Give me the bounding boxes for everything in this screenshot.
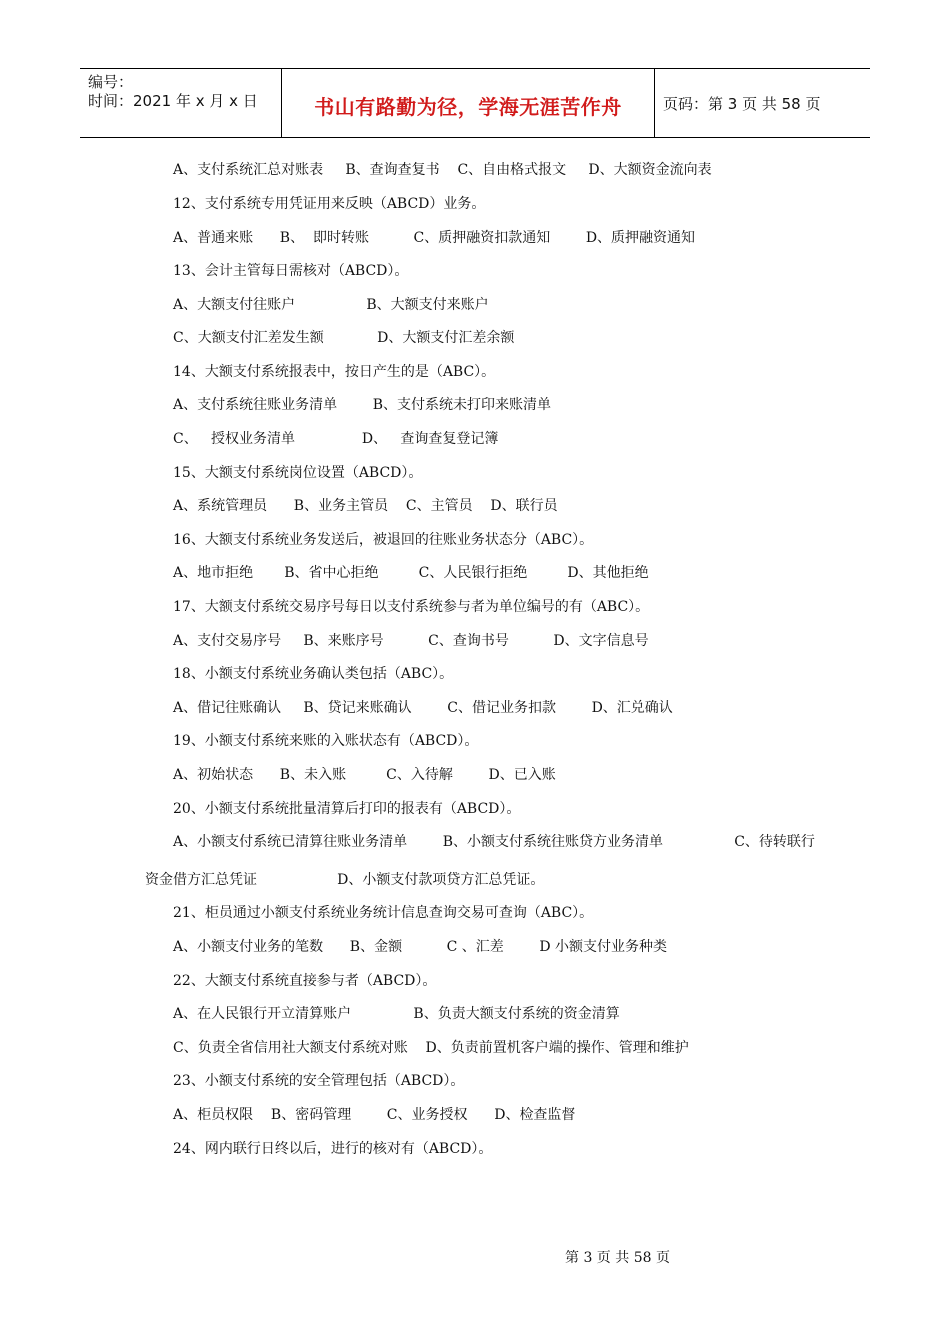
text-line: C、大额支付汇差发生额 D、大额支付汇差余额 [173, 330, 515, 346]
text-line: A、地市拒绝 B、省中心拒绝 C、人民银行拒绝 D、其他拒绝 [173, 565, 649, 581]
time-label: 时间：2021 年 x 月 x 日 [88, 92, 258, 110]
page-footer [0, 1247, 950, 1267]
text-line: A、小额支付业务的笔数 B、金额 C 、汇差 D 小额支付业务种类 [173, 939, 668, 955]
footer-page-number: 第 3 页 共 58 页 [565, 1250, 670, 1266]
page-indicator: 页码：第 3 页 共 58 页 [663, 95, 821, 113]
question-line: 13、会计主管每日需核对（ABCD）。 [173, 263, 409, 279]
question-line: 20、小额支付系统批量清算后打印的报表有（ABCD）。 [173, 801, 521, 817]
question-line: 14、大额支付系统报表中，按日产生的是（ABC）。 [173, 364, 496, 380]
text-line: A、初始状态 B、未入账 C、入待解 D、已入账 [173, 767, 556, 783]
question-line: 15、大额支付系统岗位设置（ABCD）。 [173, 465, 423, 481]
number-label: 编号： [88, 73, 134, 91]
header-motto-cell [282, 69, 655, 137]
header-page-cell [655, 69, 870, 137]
text-line: A、支付交易序号 B、来账序号 C、查询书号 D、文字信息号 [173, 633, 649, 649]
question-line: 23、小额支付系统的安全管理包括（ABCD）。 [173, 1073, 465, 1089]
question-line: 16、大额支付系统业务发送后，被退回的往账业务状态分（ABC）。 [173, 532, 594, 548]
text-line: A、支付系统往账业务清单 B、支付系统未打印来账清单 [173, 397, 551, 413]
question-line: 19、小额支付系统来账的入账状态有（ABCD）。 [173, 733, 479, 749]
text-line: A、普通来账 B、 即时转账 C、质押融资扣款通知 D、质押融资通知 [173, 230, 696, 246]
question-line: 18、小额支付系统业务确认类包括（ABC）。 [173, 666, 454, 682]
text-line: A、在人民银行开立清算账户 B、负责大额支付系统的资金清算 [173, 1006, 620, 1022]
question-line: 12、支付系统专用凭证用来反映（ABCD）业务。 [173, 196, 486, 212]
text-line: A、支付系统汇总对账表 B、查询查复书 C、自由格式报文 D、大额资金流向表 [173, 162, 712, 178]
text-line: A、大额支付往账户 B、大额支付来账户 [173, 297, 489, 313]
text-line: 资金借方汇总凭证 D、小额支付款项贷方汇总凭证。 [145, 872, 545, 888]
question-line: 17、大额支付系统交易序号每日以支付系统参与者为单位编号的有（ABC）。 [173, 599, 650, 615]
text-line: A、系统管理员 B、业务主管员 C、主管员 D、联行员 [173, 498, 558, 514]
text-line: C、负责全省信用社大额支付系统对账 D、负责前置机客户端的操作、管理和维护 [173, 1040, 689, 1056]
text-line: A、柜员权限 B、密码管理 C、业务授权 D、检查监督 [173, 1107, 576, 1123]
question-line: 21、柜员通过小额支付系统业务统计信息查询交易可查询（ABC）。 [173, 905, 594, 921]
text-line: C、 授权业务清单 D、 查询查复登记簿 [173, 431, 499, 447]
question-line: 22、大额支付系统直接参与者（ABCD）。 [173, 973, 437, 989]
text-line: A、借记往账确认 B、贷记来账确认 C、借记业务扣款 D、汇兑确认 [173, 700, 673, 716]
question-line: 24、网内联行日终以后，进行的核对有（ABCD）。 [173, 1141, 493, 1157]
header-info-cell [80, 69, 282, 137]
text-line: A、小额支付系统已清算往账业务清单 B、小额支付系统往账贷方业务清单 C、待转联行 [173, 834, 815, 850]
page-header [80, 68, 870, 138]
motto: 书山有路勤为径，学海无涯苦作舟 [314, 95, 622, 119]
